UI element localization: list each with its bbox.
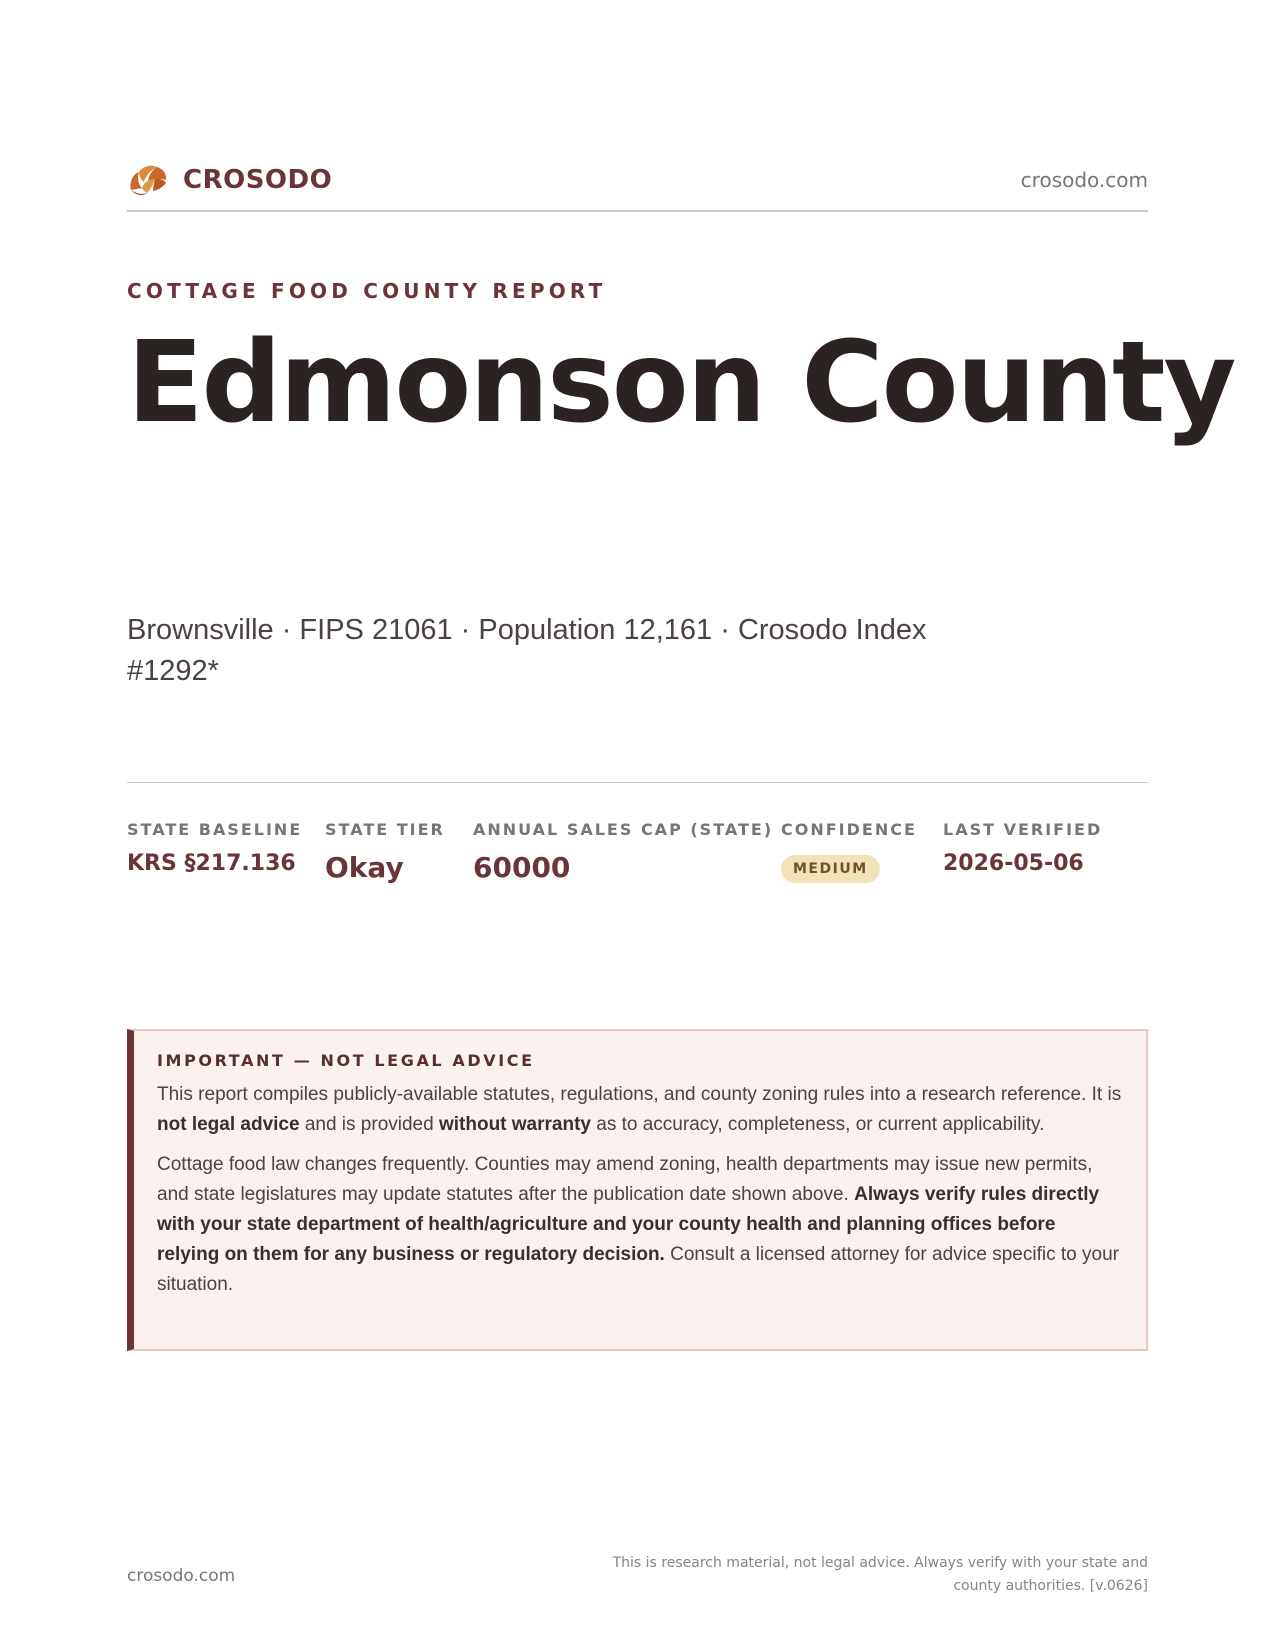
emphasis-not-legal-advice: not legal advice	[157, 1114, 300, 1135]
emphasis-verify-rules: Always verify rules directly with your state department of health/agriculture and your county health and planning offices before relying on them for any business or regulatory decision.	[157, 1184, 1100, 1265]
stat-value: 60000	[473, 851, 571, 884]
stat-label: STATE TIER	[325, 820, 445, 839]
stat-last-verified	[943, 820, 1102, 876]
brand[interactable]	[127, 160, 332, 200]
stat-label: CONFIDENCE	[781, 820, 917, 839]
stat-state-baseline	[127, 820, 302, 876]
stat-value: 2026-05-06	[943, 851, 1084, 876]
report-page	[127, 0, 1235, 1650]
legal-disclaimer	[127, 1029, 1148, 1351]
stat-value: Okay	[325, 851, 404, 884]
text-run: and is provided	[299, 1114, 439, 1135]
disclaimer-paragraph-1	[157, 1080, 1122, 1140]
croissant-icon	[127, 160, 169, 200]
page-title: Edmonson County	[127, 318, 1235, 448]
footer-disclaimer: This is research material, not legal advice. Always verify with your state and county authorities. [v.0626]	[612, 1555, 1148, 1594]
stat-state-tier	[325, 820, 445, 884]
emphasis-without-warranty: without warranty	[438, 1114, 591, 1135]
page-header	[127, 152, 1148, 210]
disclaimer-paragraph-2	[157, 1150, 1122, 1300]
disclaimer-title: IMPORTANT — NOT LEGAL ADVICE	[157, 1051, 535, 1070]
stat-label: LAST VERIFIED	[943, 820, 1103, 839]
section-divider	[127, 782, 1148, 783]
confidence-badge: MEDIUM	[781, 855, 880, 883]
site-url[interactable]: crosodo.com	[1020, 168, 1148, 192]
header-divider	[127, 210, 1148, 212]
brand-name: CROSODO	[183, 165, 333, 195]
stat-confidence	[781, 820, 917, 883]
text-run: Cottage food law changes frequently. Counties may amend zoning, health departments may issue new permits, and state legislatures may update statutes after the publication date shown above.	[157, 1154, 1093, 1205]
text-run: Consult a licensed attorney for advice specific to your situation.	[157, 1244, 1119, 1295]
stat-value: KRS §217.136	[127, 851, 296, 876]
stat-label: ANNUAL SALES CAP (STATE)	[473, 820, 774, 839]
text-run: as to accuracy, completeness, or current applicability.	[590, 1114, 1045, 1135]
county-subtitle: Brownsville · FIPS 21061 · Population 12,161 · Crosodo Index #1292*	[127, 614, 927, 687]
stat-annual-sales-cap	[473, 820, 773, 884]
report-eyebrow: COTTAGE FOOD COUNTY REPORT	[127, 279, 607, 303]
text-run: This report compiles publicly-available statutes, regulations, and county zoning rules into a research reference. It is	[157, 1084, 1122, 1105]
footer-site-url[interactable]: crosodo.com	[127, 1566, 236, 1586]
stat-label: STATE BASELINE	[127, 820, 303, 839]
